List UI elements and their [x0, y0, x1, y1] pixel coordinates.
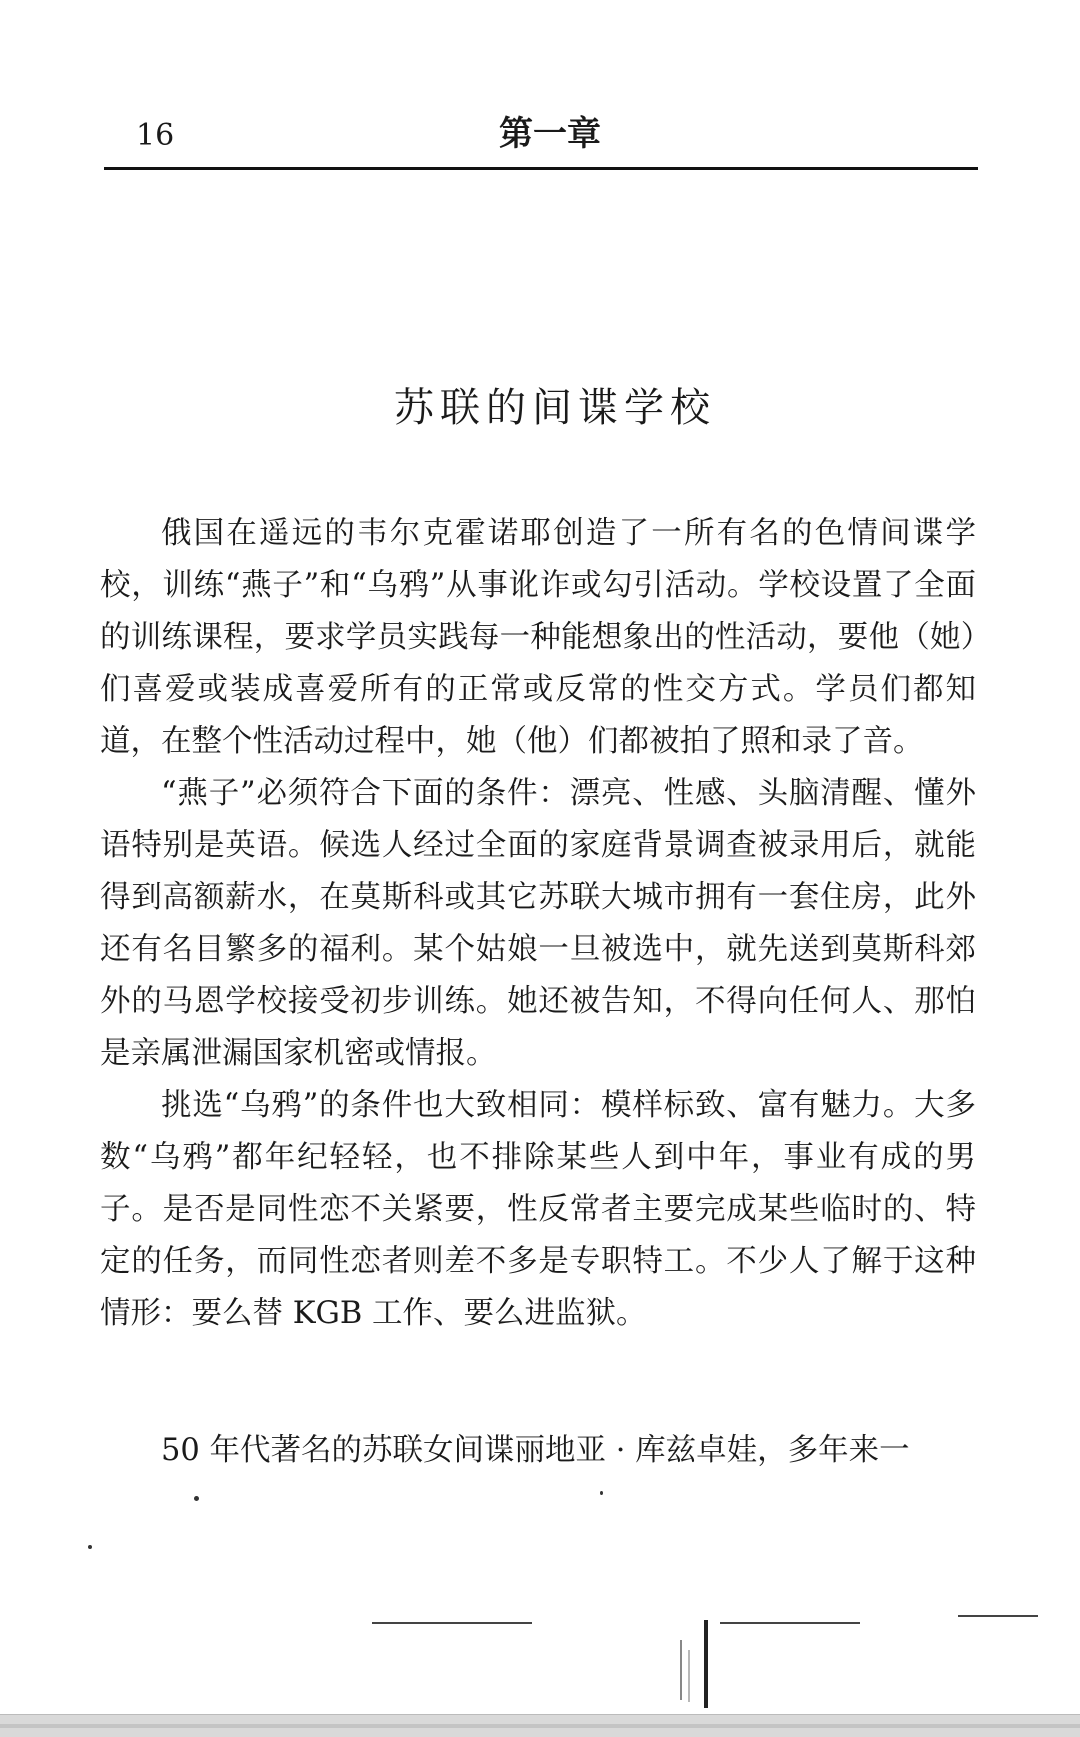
- scan-vbar: [704, 1620, 708, 1708]
- header-rule: [104, 167, 978, 170]
- running-head-chapter: 第一章: [499, 114, 601, 154]
- scan-line-right: [720, 1622, 860, 1624]
- scan-speck: [600, 1491, 603, 1495]
- section-title: 苏联的间谍学校: [394, 385, 716, 431]
- scan-line-left: [372, 1622, 532, 1624]
- paragraph-4: 50 年代著名的苏联女间谍丽地亚 · 库兹卓娃，多年来一: [161, 1433, 910, 1468]
- page-number: 16: [136, 118, 175, 153]
- paragraph-2: “燕子”必须符合下面的条件：漂亮、性感、头脑清醒、懂外语特别是英语。候选人经过全面的家庭背景调查被录用后，就能得到高额薪水，在莫斯科或其它苏联大城市拥有一套住房，此外还有名目繁多的福利。某个姑娘一旦被选中，就先送到莫斯科郊外的马恩学校接受初步训练。她还被告知，不得向任何人、那怕是亲属泄漏国家机密或情报。: [100, 776, 976, 1071]
- scan-speck: [88, 1545, 92, 1549]
- paragraph-1: 俄国在遥远的韦尔克霍诺耶创造了一所有名的色情间谍学校，训练“燕子”和“乌鸦”从事讹诈或勾引活动。学校设置了全面的训练课程，要求学员实践每一种能想象出的性活动，要他（她）们喜爱或装成喜爱所有的正常或反常的性交方式。学员们都知道，在整个性活动过程中，她（他）们都被拍了照和录了音。: [100, 516, 976, 759]
- scan-vbar-light: [680, 1640, 682, 1700]
- body-text: [100, 508, 976, 1340]
- paragraph-3: 挑选“乌鸦”的条件也大致相同：模样标致、富有魅力。大多数“乌鸦”都年纪轻轻，也不排除某些人到中年，事业有成的男子。是否是同性恋不关紧要，性反常者主要完成某些临时的、特定的任务，而同性恋者则差不多是专职特工。不少人了解于这种情形：要么替 KGB 工作、要么进监狱。: [100, 1088, 976, 1331]
- bottom-scroll-bar: [0, 1714, 1080, 1737]
- scan-line-far-right: [958, 1615, 1038, 1617]
- scan-speck: [194, 1496, 199, 1501]
- scan-vbar-light: [688, 1650, 690, 1702]
- trailing-text: [100, 1425, 976, 1477]
